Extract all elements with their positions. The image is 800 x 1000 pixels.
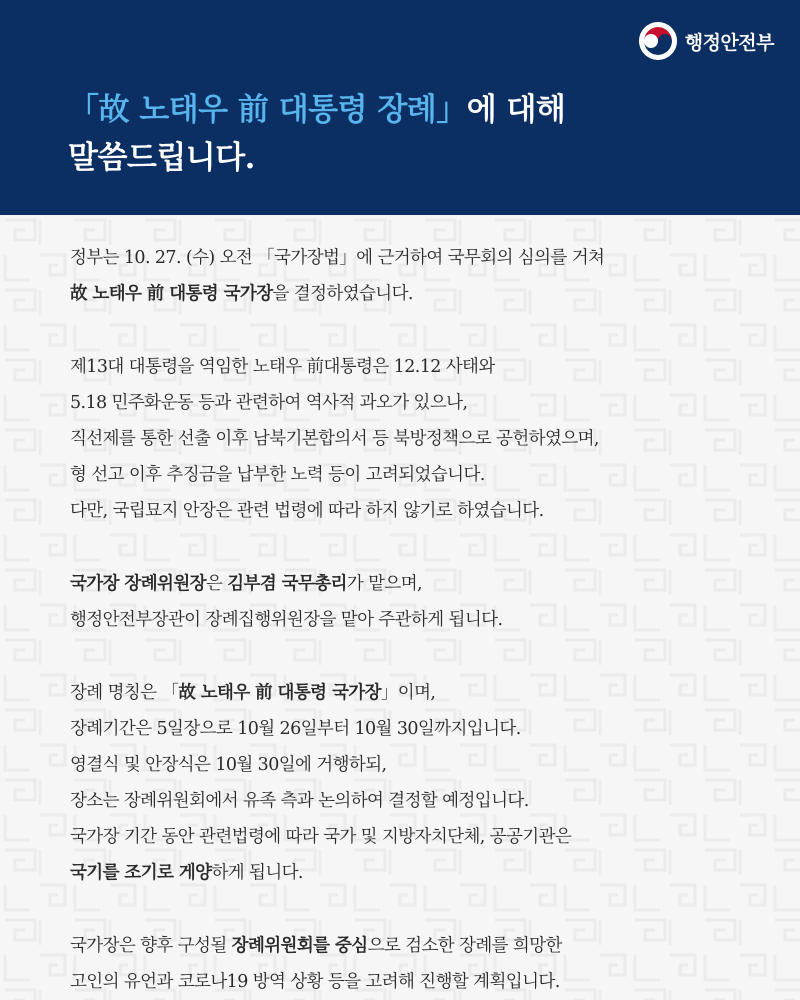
ministry-logo [639,22,774,60]
paragraph-background [70,349,770,529]
paragraph-schedule [70,675,770,891]
text-line: 고인의 유언과 코로나19 방역 상황 등을 고려해 진행할 계획입니다. [70,972,560,992]
paragraph-plan [70,928,770,1000]
text-line: 행정안전부장관이 장례집행위원장을 맡아 주관하게 됩니다. [70,610,503,630]
text-span: 장례 명칭은 「 [70,683,179,703]
text-span: 으로 검소한 장례를 희망한 [367,936,562,956]
bold-text: 故 노태우 前 대통령 국가장 [178,683,381,703]
bold-text: 국기를 조기로 게양 [70,863,212,883]
text-line [70,566,770,602]
text-line [70,675,770,711]
title-line2: 말씀드립니다. [68,140,255,176]
bold-text: 장례위원회를 중심 [231,936,368,956]
paragraph-decision [70,240,770,312]
title-highlight: 「故 노태우 前 대통령 장례」 [68,92,467,128]
text-line: 다만, 국립묘지 안장은 관련 법령에 따라 하지 않기로 하였습니다. [70,501,544,521]
announcement-body [70,240,770,1000]
text-span: 국가장은 향후 구성될 [70,936,232,956]
text-span: 은 [205,574,228,594]
text-span: 하게 됩니다. [211,863,303,883]
text-line: 직선제를 통한 선출 이후 남북기본합의서 등 북방정책으로 공헌하였으며, [70,429,599,449]
taegeuk-emblem-icon [639,22,677,60]
ministry-name: 행정안전부 [684,31,774,54]
title-line1-rest: 에 대해 [466,92,566,128]
text-line [70,276,770,312]
text-line: 장례기간은 5일장으로 10월 26일부터 10월 30일까지입니다. [70,719,521,739]
text-line: 장소는 장례위원회에서 유족 측과 논의하여 결정할 예정입니다. [70,791,529,811]
bold-text: 김부겸 국무총리 [227,574,347,594]
header-banner [0,0,800,215]
text-span: 」이며, [380,683,436,703]
text-line: 영결식 및 안장식은 10월 30일에 거행하되, [70,755,387,775]
page-title [68,86,565,182]
bold-text: 故 노태우 前 대통령 국가장 [70,284,273,304]
text-line [70,855,770,891]
text-line: 5.18 민주화운동 등과 관련하여 역사적 과오가 있으나, [70,393,468,413]
text-line [70,928,770,964]
text-line: 국가장 기간 동안 관련법령에 따라 국가 및 지방자치단체, 공공기관은 [70,827,572,847]
text-span: 가 맡으며, [346,574,423,594]
text-line: 형 선고 이후 추징금을 납부한 노력 등이 고려되었습니다. [70,465,485,485]
bold-text: 국가장 장례위원장 [70,574,206,594]
text-line: 정부는 10. 27. (수) 오전 「국가장법」에 근거하여 국무회의 심의를 거쳐 [70,248,605,268]
text-span: 을 결정하였습니다. [272,284,413,304]
text-line: 제13대 대통령을 역임한 노태우 前대통령은 12.12 사태와 [70,357,495,377]
paragraph-committee [70,566,770,638]
